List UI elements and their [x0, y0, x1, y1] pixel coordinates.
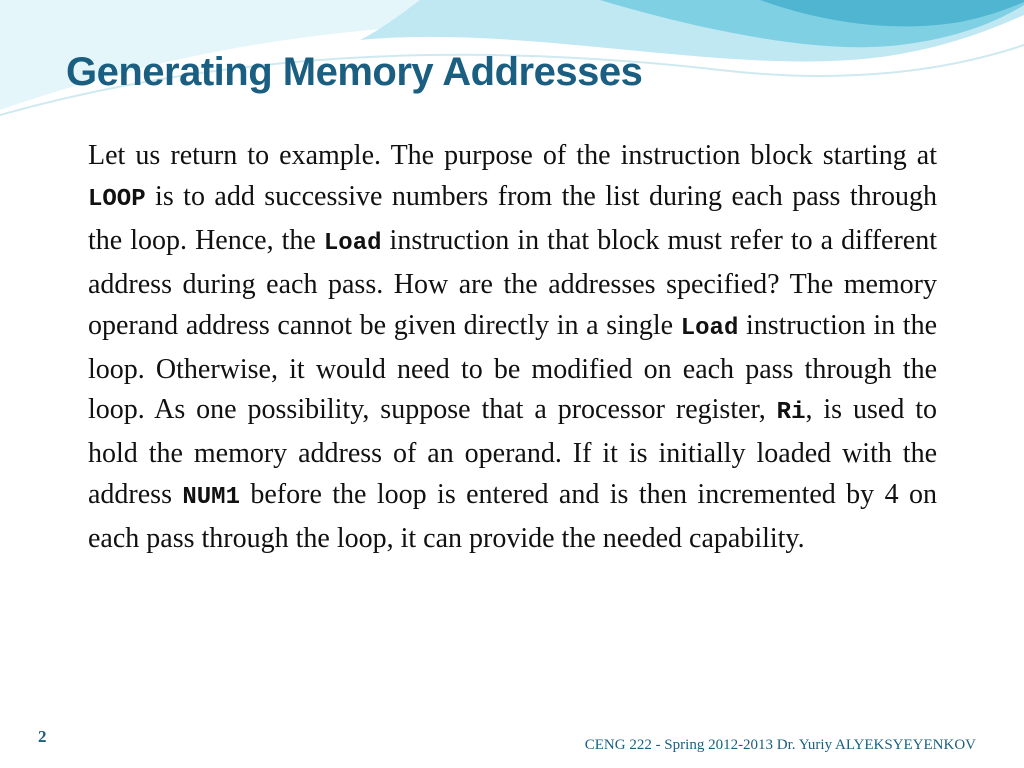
- code-load-2: Load: [680, 314, 739, 342]
- body-text-3: instruction in that block must refer to a different address during each pass. How are the addresses specified? The memory operand address cannot be given directly in a single: [88, 224, 938, 341]
- body-text-6: before the loop is entered and is then incremented by 4 on each pass through the loop, it can provide the needed capability.: [88, 479, 937, 555]
- body-text-1: Let us return to example. The purpose of the instruction block starting at: [88, 140, 937, 171]
- slide-title: Generating Memory Addresses: [66, 50, 643, 94]
- slide-number: 2: [38, 727, 47, 746]
- code-register-r: R: [776, 399, 792, 427]
- code-register: [777, 399, 806, 426]
- body-text-5: , is used to hold the memory address of an operand. If it is initially loaded with the address: [88, 394, 938, 511]
- code-loop: LOOP: [88, 185, 146, 213]
- code-load-1: Load: [323, 229, 382, 257]
- code-register-i: i: [791, 399, 806, 427]
- body-text-4: instruction in the loop. Otherwise, it would need to be modified on each pass through the loop. As one possibility, suppose that a processor register,: [88, 309, 937, 426]
- slide-body-text: [88, 136, 937, 560]
- body-text-2: is to add successive numbers from the list during each pass through the loop. Hence, the: [88, 180, 937, 256]
- code-num1: NUM1: [182, 484, 240, 512]
- slide-footer: CENG 222 - Spring 2012-2013 Dr. Yuriy ALYEKSYEYENKOV: [584, 737, 976, 753]
